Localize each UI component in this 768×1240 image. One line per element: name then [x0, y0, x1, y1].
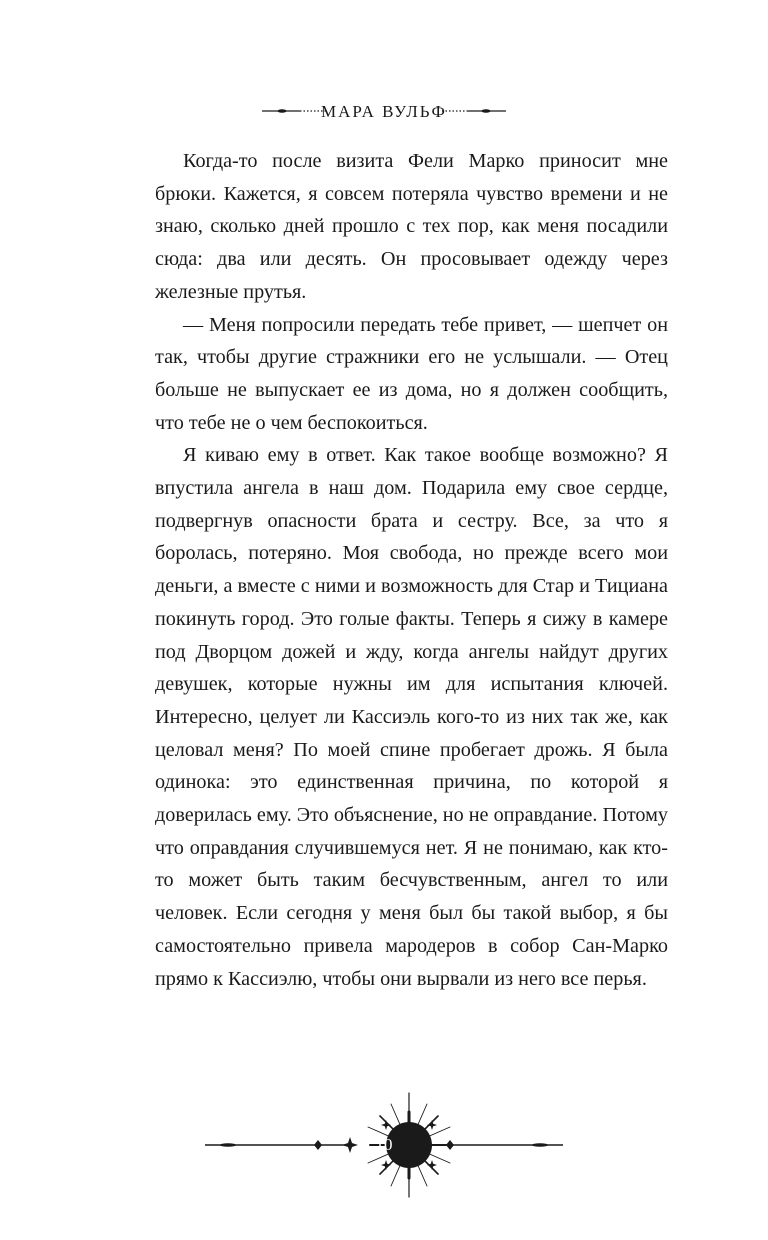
diamond-icon [314, 1140, 322, 1150]
crescent-moon-icon [276, 1145, 290, 1152]
page-number: 10 [375, 1135, 393, 1154]
footer-dash-left [220, 1143, 236, 1147]
running-header [0, 96, 768, 126]
paragraph-1: Когда-то после визита Фели Марко приносит мне брюки. Кажется, я совсем потеряла чувство времени и не знаю, сколько дней прошло с тех пор, как меня посадили сюда: два или десять. Он просовывает одежду через железные прутья. [155, 150, 668, 303]
footer-dash-right [532, 1143, 548, 1147]
author-name: МАРА ВУЛЬФ [320, 102, 447, 121]
star-icon [342, 1137, 358, 1153]
body-text [155, 145, 668, 995]
paragraph-3: Я киваю ему в ответ. Как такое вообще возможно? Я впустила ангела в наш дом. Подарила ему свое сердце, подвергнув опасности брата и сестру. Все, за что я боролась, потеряно. Моя свобода, но прежде всего мои деньги, а вместе с ними и возможность для Стар и Тициана покинуть город. Это голые факты. Теперь я сижу в камере под Дворцом дожей и жду, когда ангелы найдут других девушек, которые нужны им для испытания ключей. Интересно, целует ли Кассиэль кого-то из них так же, как целовал меня? По моей спине пробегает дрожь. Я была одинока: это единственная причина, по которой я доверилась ему. Это объяснение, но не оправдание. Потому что оправдания случившемуся нет. Я не понимаю, как кто-то может быть таким бесчувственным, ангел то или человек. Если сегодня у меня был бы такой выбор, я бы самостоятельно привела мародеров в собор Сан-Марко прямо к Кассиэлю, чтобы они вырвали из него все перья. [155, 444, 668, 990]
crescent-moon-icon [478, 1145, 492, 1152]
paragraph-2: — Меня попросили передать тебе привет, — шепчет он так, чтобы другие стражники его не услышали. — Отец больше не выпускает ее из дома, но я должен сообщить, что тебе не о чем беспокоиться. [155, 313, 668, 434]
